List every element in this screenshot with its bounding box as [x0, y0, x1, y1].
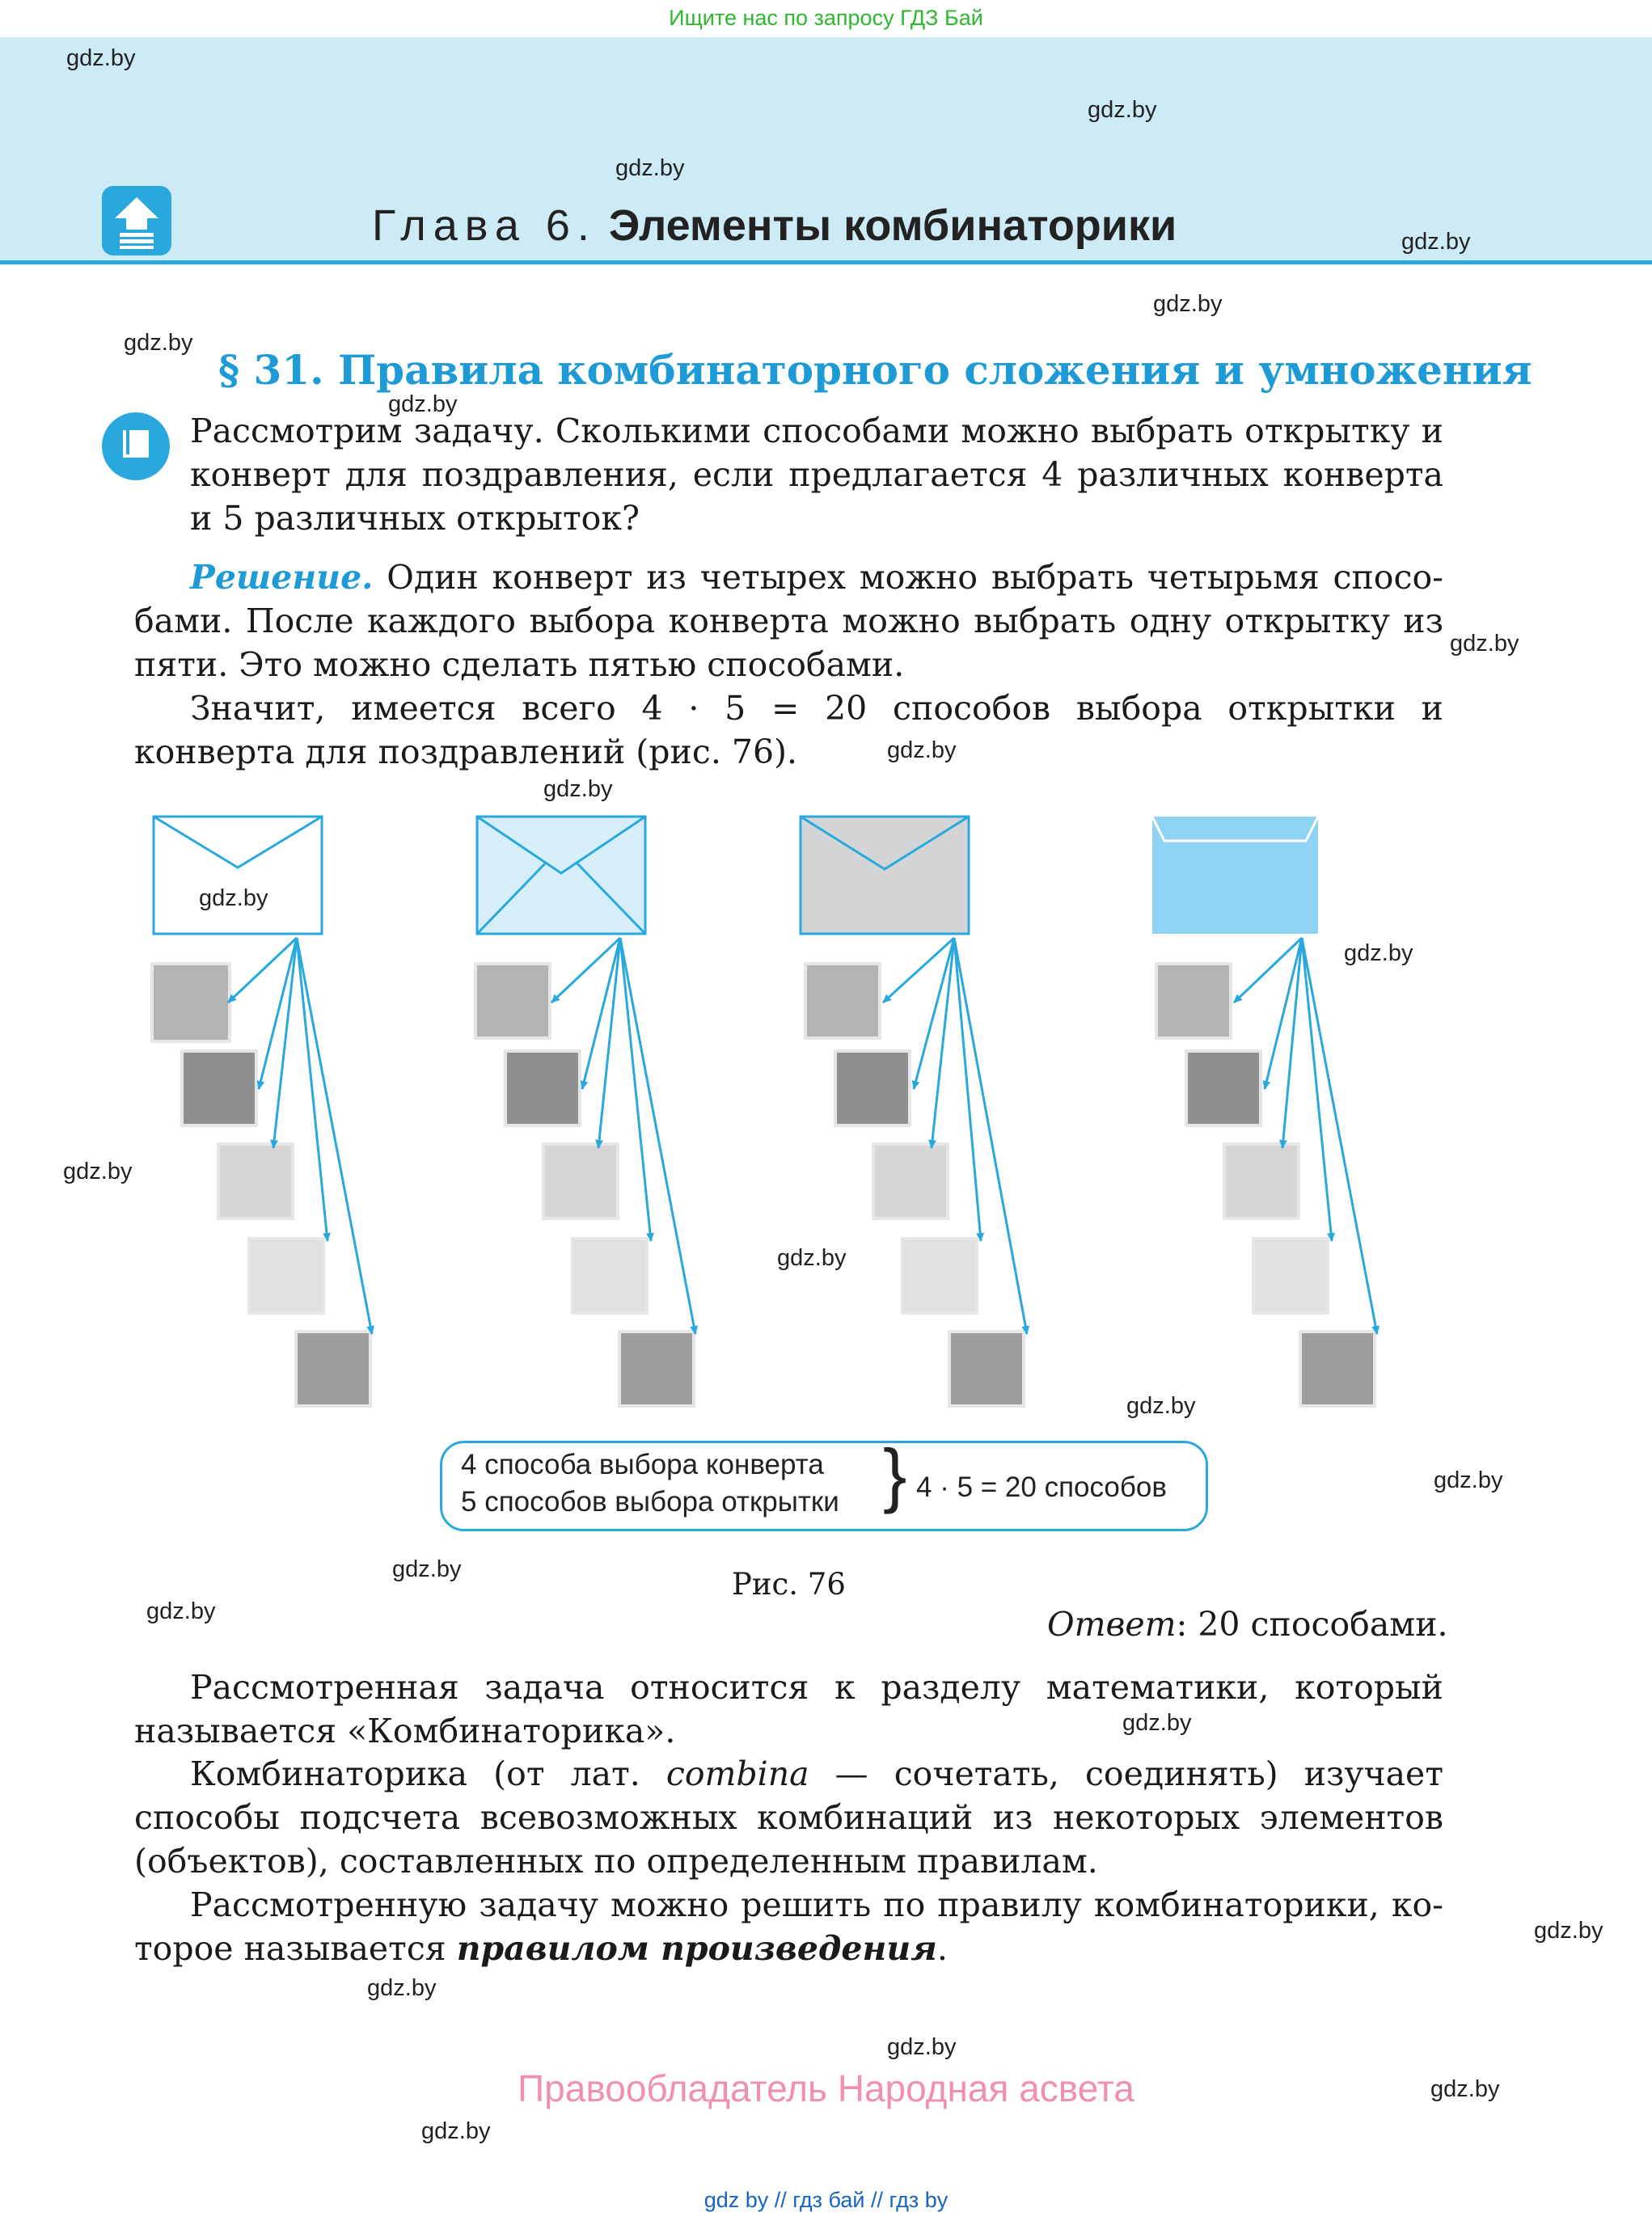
top-banner: Ищите нас по запросу ГДЗ Бай [669, 6, 983, 30]
envelope-2 [477, 817, 645, 934]
paragraph-combinatorics-section: Рассмотренная задача относится к разделу математики, который называется «Комбинаторика». [134, 1668, 1443, 1750]
answer-text: : 20 способами. [1176, 1605, 1448, 1644]
brace: } [883, 1434, 907, 1514]
answer-label: Ответ [1047, 1605, 1177, 1644]
solution-label: Решение. [190, 558, 374, 597]
watermark: gdz.by [1153, 291, 1223, 317]
cards-column-3 [805, 938, 1027, 1406]
section-title: § 31. Правила комбинаторного сложения и умножения [218, 346, 1532, 394]
watermark: gdz.by [1401, 229, 1471, 255]
watermark: gdz.by [367, 1975, 437, 2001]
envelope-4 [1152, 817, 1318, 934]
figure-caption: Рис. 76 [732, 1567, 846, 1602]
watermark: gdz.by [199, 885, 268, 911]
chapter-prefix: Глава 6. [372, 201, 597, 250]
watermark: gdz.by [1088, 97, 1157, 123]
problem-text: Рассмотрим задачу. Сколькими способами можно выбрать открытку и конверт для поздравления, если предлагается 4 различных конверта и 5 различных открыток? [190, 412, 1443, 538]
bottom-links[interactable]: gdz by // гдз бай // гдз by [703, 2188, 949, 2212]
watermark: gdz.by [1344, 940, 1413, 966]
watermark: gdz.by [66, 45, 136, 71]
watermark: gdz.by [615, 155, 685, 181]
watermark: gdz.by [887, 2034, 957, 2060]
watermark: gdz.by [887, 737, 957, 763]
envelope-3 [801, 817, 969, 934]
watermark: gdz.by [63, 1159, 133, 1184]
book-icon [102, 412, 170, 480]
chapter-name: Элементы комбинаторики [608, 201, 1177, 250]
watermark: gdz.by [1126, 1393, 1196, 1419]
chapter-title [372, 201, 1177, 251]
watermark: gdz.by [124, 330, 193, 356]
figure-76 [137, 804, 1399, 1435]
para2-rest: — сочетать, соединять) изучает способы подсчета всевозможных комбинаций из некоторых элементов (объектов), составленных по определенным правилам. [134, 1754, 1444, 1881]
formula-result: 4 · 5 = 20 способов [916, 1471, 1167, 1503]
copyright-notice: Правообладатель Народная асвета [518, 2067, 1134, 2109]
watermark: gdz.by [392, 1556, 462, 1582]
header-rule [0, 260, 1652, 264]
solution-paragraph [134, 555, 1443, 686]
product-rule-term: правилом произведения [456, 1929, 937, 1968]
watermark: gdz.by [777, 1245, 847, 1271]
para2-start: Комбинаторика (от лат. [190, 1754, 666, 1793]
watermark: gdz.by [543, 776, 613, 802]
watermark: gdz.by [1430, 2076, 1500, 2102]
para3-end: . [936, 1929, 948, 1968]
watermark: gdz.by [146, 1598, 216, 1624]
solution-text: Один конверт из четырех можно выбрать четырьмя способами. После каждого выбора конверта можно выбрать одну открытку из пяти. Это можно сделать пятью способами. [134, 558, 1443, 684]
watermark: gdz.by [421, 2118, 491, 2144]
watermark: gdz.by [1450, 631, 1519, 657]
cards-column-2 [475, 938, 695, 1406]
watermark: gdz.by [1434, 1467, 1503, 1493]
watermark: gdz.by [388, 391, 458, 417]
home-icon[interactable] [102, 186, 171, 255]
watermark: gdz.by [1122, 1710, 1192, 1736]
cards-column-4 [1156, 938, 1377, 1406]
cards-column-1 [152, 938, 372, 1406]
latin-term: combina [665, 1754, 809, 1793]
watermark: gdz.by [1534, 1918, 1603, 1944]
card-count-line: 5 способов выбора открытки [461, 1486, 839, 1518]
paragraph-product-rule [134, 1883, 1443, 1970]
para3-start: Рассмотренную задачу можно решить по правилу комбинаторики, которое называется [134, 1885, 1443, 1968]
envelope-1 [154, 817, 322, 934]
envelope-count-line: 4 способа выбора конверта [461, 1449, 824, 1480]
paragraph-combinatorics-definition [134, 1752, 1443, 1883]
answer-line [1047, 1605, 1448, 1644]
conclusion-paragraph: Значит, имеется всего 4 · 5 = 20 способов выбора открытки и конверта для поздравлений (рис. 76). [134, 689, 1443, 771]
